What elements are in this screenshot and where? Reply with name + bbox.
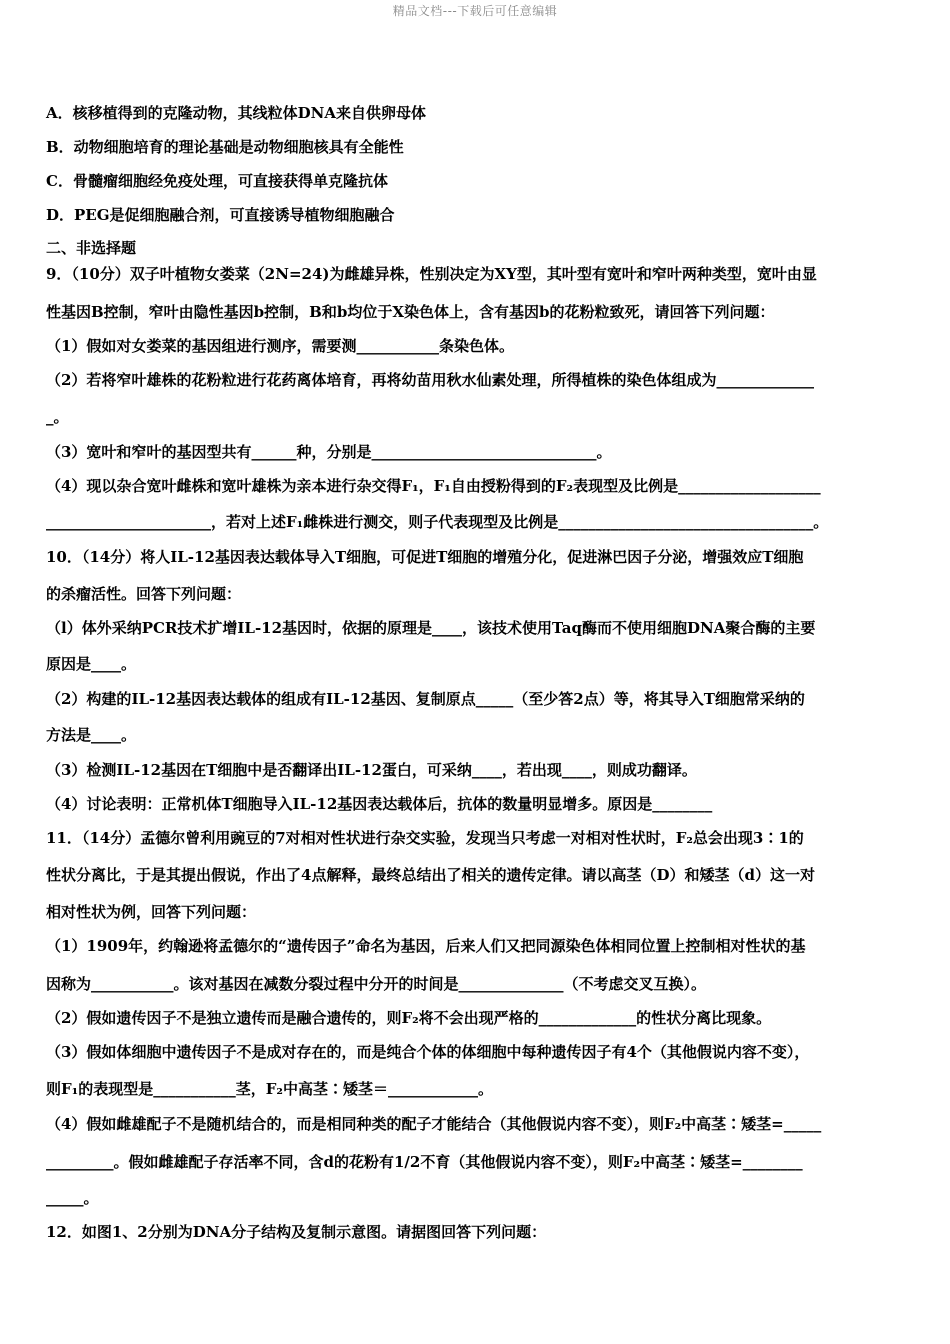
q9-part3: （3）宽叶和窄叶的基因型共有______种，分别是______________________________。 bbox=[46, 443, 612, 461]
q11-stem-line2: 性状分离比，于是其提出假说，作出了4点解释，最终总结出了相关的遗传定律。请以高茎（D）和矮茎（d）这一对 bbox=[46, 866, 815, 884]
q9-part2-line2: _。 bbox=[46, 408, 69, 426]
option-b: B．动物细胞培育的理论基础是动物细胞核具有全能性 bbox=[46, 138, 404, 156]
q10-part3: （3）检测IL-12基因在T细胞中是否翻译出IL-12蛋白，可采纳____，若出现____，则成功翻译。 bbox=[46, 761, 697, 779]
q9-stem-line1: 9．（10分）双子叶植物女娄菜（2N=24)为雌雄异株，性别决定为XY型，其叶型有宽叶和窄叶两种类型，宽叶由显 bbox=[46, 265, 817, 283]
q12-stem: 12．如图1、2分别为DNA分子结构及复制示意图。请据图回答下列问题： bbox=[46, 1223, 547, 1241]
q11-stem-line3: 相对性状为例，回答下列问题： bbox=[46, 903, 257, 921]
q11-part4-line2: _________。假如雌雄配子存活率不同，含d的花粉有1/2不育（其他假说内容不变），则F₂中高茎∶矮茎=________ bbox=[46, 1153, 803, 1171]
option-c: C．骨髓瘤细胞经免疫处理，可直接获得单克隆抗体 bbox=[46, 172, 388, 190]
q11-part1-line1: （1）1909年，约翰逊将孟德尔的“遗传因子”命名为基因，后来人们又把同源染色体相同位置上控制相对性状的基 bbox=[46, 937, 806, 955]
q10-part2-line1: （2）构建的IL-12基因表达载体的组成有IL-12基因、复制原点_____（至少答2点）等，将其导入T细胞常采纳的 bbox=[46, 690, 805, 708]
q11-part2: （2）假如遗传因子不是独立遗传而是融合遗传的，则F₂将不会出现严格的_____________的性状分离比现象。 bbox=[46, 1009, 772, 1027]
q10-part1-line1: （l）体外采纳PCR技术扩增IL-12基因时，依据的原理是____，该技术使用Taq酶而不使用细胞DNA聚合酶的主要 bbox=[46, 619, 816, 637]
q11-part3-line2: 则F₁的表现型是___________茎，F₂中高茎∶矮茎＝____________。 bbox=[46, 1080, 493, 1098]
q10-stem-line1: 10．（14分）将人IL-12基因表达载体导入T细胞，可促进T细胞的增殖分化，促进淋巴因子分泌，增强效应T细胞 bbox=[46, 548, 804, 566]
q11-part4-line3: _____。 bbox=[46, 1189, 99, 1207]
q11-part4-line1: （4）假如雌雄配子不是随机结合的，而是相同种类的配子才能结合（其他假说内容不变），则F₂中高茎∶矮茎=_____ bbox=[46, 1115, 822, 1133]
option-a: A．核移植得到的克隆动物，其线粒体DNA来自供卵母体 bbox=[46, 104, 426, 122]
q9-part4-line1: （4）现以杂合宽叶雌株和宽叶雄株为亲本进行杂交得F₁，F₁自由授粉得到的F₂表现型及比例是___________________ bbox=[46, 477, 821, 495]
q10-stem-line2: 的杀瘤活性。回答下列问题： bbox=[46, 585, 242, 603]
section-heading: 二、非选择题 bbox=[46, 239, 137, 257]
page-watermark: 精品文档---下载后可任意编辑 bbox=[392, 4, 558, 18]
q9-part1: （1）假如对女娄菜的基因组进行测序，需要测___________条染色体。 bbox=[46, 337, 514, 355]
q11-part3-line1: （3）假如体细胞中遗传因子不是成对存在的，而是纯合个体的体细胞中每种遗传因子有4个（其他假说内容不变）， bbox=[46, 1043, 810, 1061]
q10-part1-line2: 原因是____。 bbox=[46, 655, 137, 673]
q9-part4-line2: ______________________，若对上述F₁雌株进行测交，则子代表现型及比例是__________________________________。 bbox=[46, 513, 829, 531]
q11-part1-line2: 因称为___________。该对基因在减数分裂过程中分开的时间是______________（不考虑交叉互换）。 bbox=[46, 975, 707, 993]
q10-part4: （4）讨论表明：正常机体T细胞导入IL-12基因表达载体后，抗体的数量明显增多。原因是________ bbox=[46, 795, 713, 813]
q11-stem-line1: 11．（14分）孟德尔曾利用豌豆的7对相对性状进行杂交实验，发现当只考虑一对相对性状时，F₂总会出现3∶1的 bbox=[46, 829, 804, 847]
option-d: D．PEG是促细胞融合剂，可直接诱导植物细胞融合 bbox=[46, 206, 395, 224]
q9-stem-line2: 性基因B控制，窄叶由隐性基因b控制，B和b均位于X染色体上，含有基因b的花粉粒致死，请回答下列问题： bbox=[46, 303, 775, 321]
q9-part2-line1: （2）若将窄叶雄株的花粉粒进行花药离体培育，再将幼苗用秋水仙素处理，所得植株的染色体组成为_____________ bbox=[46, 371, 814, 389]
q10-part2-line2: 方法是____。 bbox=[46, 726, 137, 744]
